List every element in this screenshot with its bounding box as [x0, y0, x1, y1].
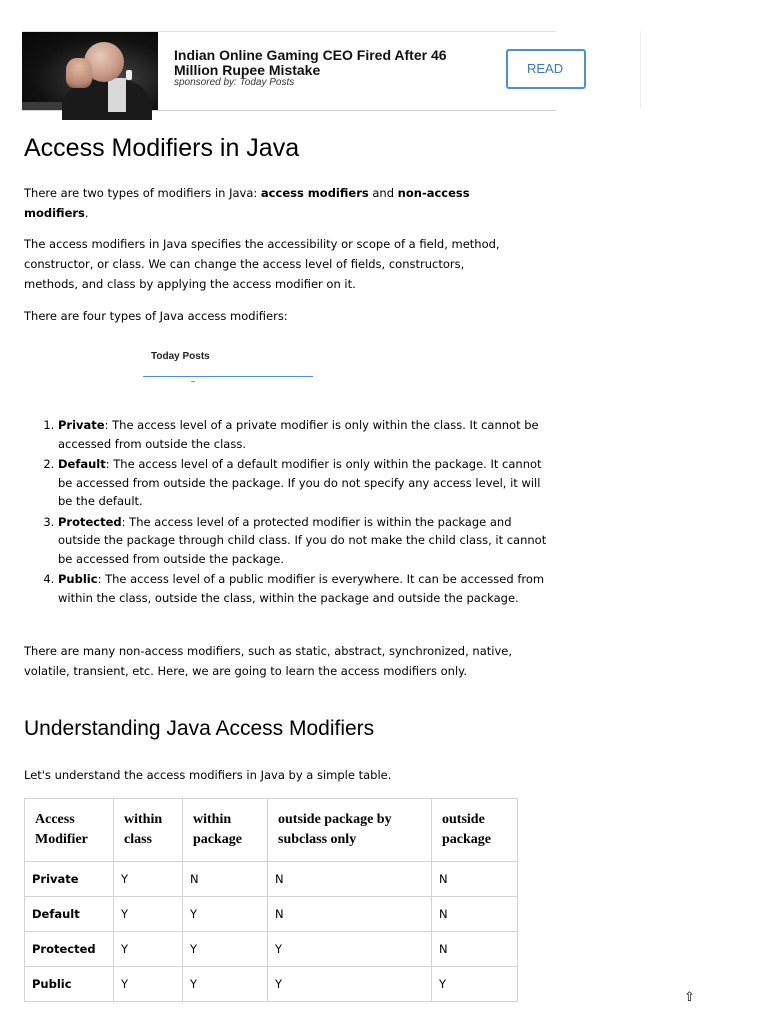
table-cell: Y [183, 897, 268, 932]
modifier-description: : The access level of a private modifier is only within the class. It cannot be accessed from outside the class. [58, 418, 539, 451]
term-access-modifiers: access modifiers [260, 186, 369, 200]
modifier-description: : The access level of a public modifier is everywhere. It can be accessed from within the class, outside the class, within the package and outside the package. [58, 572, 545, 605]
table-cell: N [432, 897, 518, 932]
divider-line [640, 31, 641, 109]
table-cell: N [432, 932, 518, 967]
today-posts-widget[interactable] [143, 350, 313, 380]
ad-headline[interactable]: Indian Online Gaming CEO Fired After 46 Million Rupee Mistake [174, 47, 447, 78]
table-cell: Y [183, 932, 268, 967]
ad-photo-hand [66, 58, 92, 88]
ad-photo-desk [22, 102, 62, 110]
table-header-row [25, 799, 518, 862]
table-cell: N [268, 897, 432, 932]
intro-paragraph [24, 183, 514, 223]
access-modifier-table [24, 798, 518, 1002]
table-cell: Protected [25, 932, 114, 967]
list-item [58, 455, 548, 511]
table-cell: Default [25, 897, 114, 932]
table-cell: Public [25, 967, 114, 1002]
table-intro: Let's understand the access modifiers in Java by a simple table. [24, 768, 392, 782]
access-modifier-list [24, 416, 548, 609]
widget-indicator [191, 381, 195, 382]
modifier-name: Protected [58, 514, 122, 529]
column-header: outside package [432, 799, 518, 862]
ad-read-button[interactable]: READ [506, 49, 586, 89]
ad-photo-microphone [126, 70, 132, 80]
intro-text-mid: and [368, 186, 398, 200]
table-cell: Y [268, 932, 432, 967]
intro-text-before: There are two types of modifiers in Java: [24, 186, 261, 200]
table-row [25, 932, 518, 967]
ad-sponsor-label: sponsored by: Today Posts [174, 77, 295, 88]
table-cell: Y [268, 967, 432, 1002]
table-row [25, 897, 518, 932]
list-item [58, 570, 548, 607]
column-header: within class [114, 799, 183, 862]
ad-photo-shirt [108, 78, 126, 112]
scroll-to-top-icon[interactable]: ⇧ [684, 990, 695, 1005]
list-item [58, 513, 548, 569]
modifier-name: Default [58, 457, 106, 471]
ad-thumbnail-image[interactable] [22, 32, 158, 110]
section-title: Understanding Java Access Modifiers [24, 717, 375, 740]
column-header: outside package by subclass only [268, 799, 432, 862]
modifier-name: Public [58, 572, 98, 586]
modifier-types-intro: There are four types of Java access modifiers: [24, 309, 288, 323]
table-cell: N [268, 862, 432, 897]
term-non-access-modifiers: non-access modifiers [24, 186, 470, 220]
table-cell: Y [114, 967, 183, 1002]
list-item [58, 416, 548, 453]
table-row [25, 862, 518, 897]
table-cell: N [183, 862, 268, 897]
sponsored-ad-banner[interactable] [22, 31, 564, 111]
table-cell: Y [114, 932, 183, 967]
non-access-paragraph: There are many non-access modifiers, such as static, abstract, synchronized, native, volatile, transient, etc. Here, we are going to learn the access modifiers only. [24, 644, 512, 678]
table-cell: Private [25, 862, 114, 897]
table-cell: N [432, 862, 518, 897]
column-header: Access Modifier [25, 799, 114, 862]
description-paragraph: The access modifiers in Java specifies the accessibility or scope of a field, method, constructor, or class. We can change the access level of fields, constructors, methods, and class by applying the access modifier on it. [24, 237, 500, 291]
widget-underline [143, 376, 313, 377]
widget-brand-label: Today Posts [151, 351, 210, 362]
intro-text-after: . [84, 206, 89, 220]
modifier-name: Private [58, 418, 105, 432]
table-cell: Y [183, 967, 268, 1002]
page-title: Access Modifiers in Java [24, 134, 300, 162]
modifier-description: : The access level of a default modifier is only within the package. It cannot be accessed from outside the package. If you do not specify any access level, it will be the default. [58, 457, 542, 508]
table-cell: Y [114, 862, 183, 897]
table-cell: Y [114, 897, 183, 932]
table-cell: Y [432, 967, 518, 1002]
table-row [25, 967, 518, 1002]
modifier-description: : The access level of a protected modifier is within the package and outside the package through child class. If you do not make the child class, it cannot be accessed from outside the package. [58, 514, 547, 566]
column-header: within package [183, 799, 268, 862]
